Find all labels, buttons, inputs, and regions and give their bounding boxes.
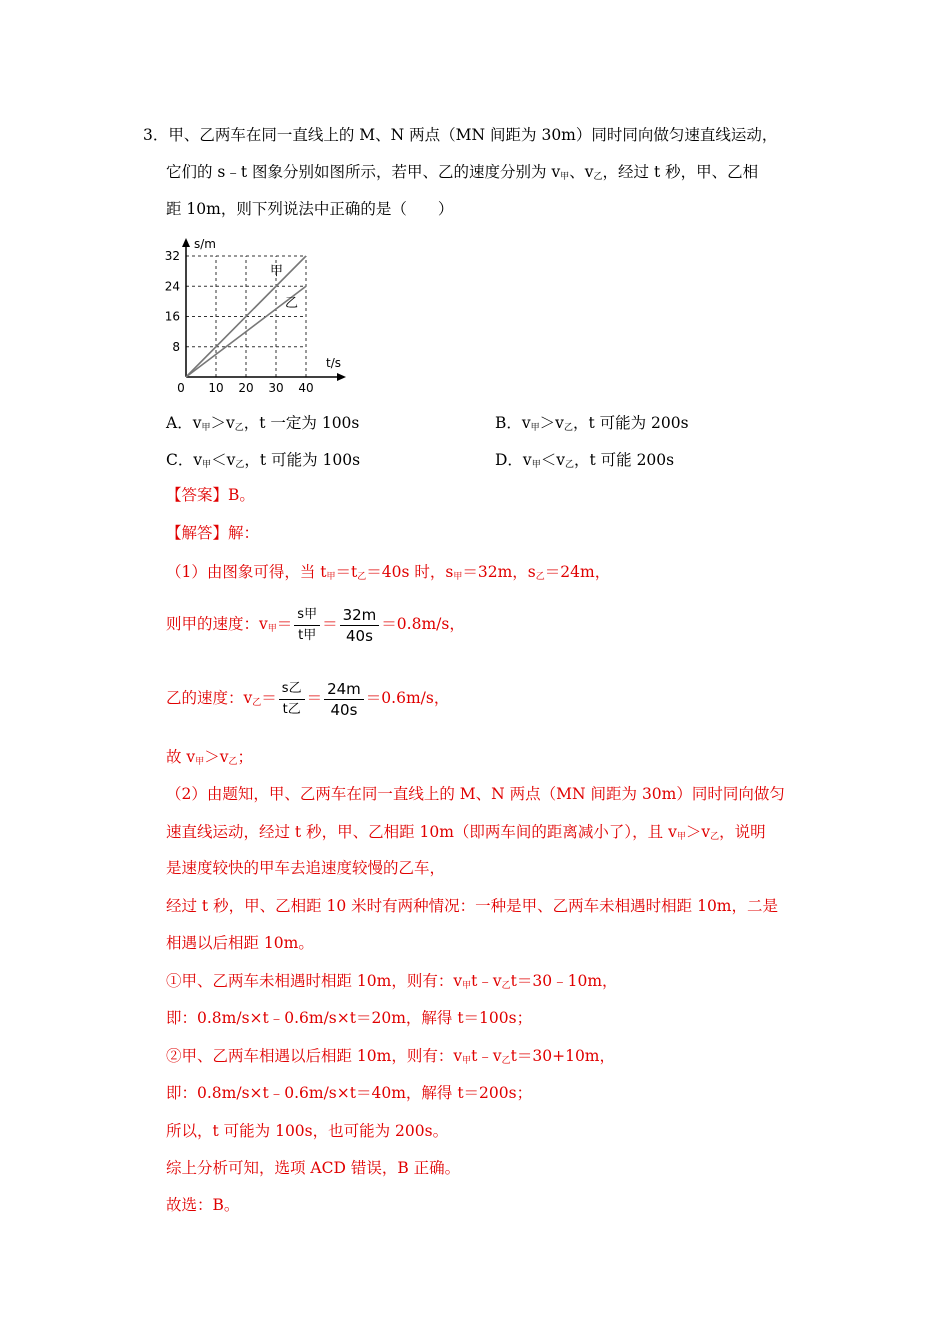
p1-a: （1）由图象可得，当 t xyxy=(166,563,327,581)
option-d xyxy=(495,448,674,470)
subscript-yi: 乙 xyxy=(235,460,245,470)
fraction-numerator: s乙 xyxy=(279,679,305,700)
c1-c: t＝30﹣10m， xyxy=(510,972,618,990)
option-d-mid: ＜v xyxy=(540,451,565,469)
subscript-yi: 乙 xyxy=(564,460,574,470)
x-tick-label: 30 xyxy=(268,381,284,395)
c1-b: t﹣v xyxy=(471,972,502,990)
solution-final: 故选：B。 xyxy=(166,1196,240,1214)
gu-b: ＞v xyxy=(204,748,229,766)
subscript-yi: 乙 xyxy=(252,698,262,708)
subscript-yi: 乙 xyxy=(357,572,367,582)
option-d-rest: ，t 可能 200s xyxy=(573,451,675,469)
question-line-2 xyxy=(166,161,758,188)
y-tick-label: 24 xyxy=(164,279,180,294)
eq-sign: ＝ xyxy=(322,615,338,633)
option-c xyxy=(166,448,360,470)
option-b xyxy=(495,411,689,433)
fraction-s-over-t-jia xyxy=(294,605,320,646)
solution-case-2 xyxy=(166,1045,615,1072)
p1-c: ＝40s 时，s xyxy=(366,563,454,581)
c1-a: ①甲、乙两车未相遇时相距 10m，则有：v xyxy=(166,972,463,990)
solution-p2-line5: 相遇以后相距 10m。 xyxy=(166,934,314,952)
question-text-2b: ，经过 t 秒，甲、乙相 xyxy=(602,163,759,181)
p1-e: ＝24m， xyxy=(544,563,611,581)
fraction-32m-over-40s xyxy=(340,605,380,646)
question-line-1 xyxy=(143,124,777,146)
x-axis-arrow xyxy=(337,373,346,381)
question-line-3: 距 10m，则下列说法中正确的是（ ） xyxy=(166,200,454,218)
x-tick-label: 20 xyxy=(238,381,254,395)
y-tick-label: 8 xyxy=(172,339,180,354)
option-a xyxy=(166,411,359,433)
subscript-jia: 甲 xyxy=(530,423,540,433)
option-c-mid: ＜v xyxy=(211,451,236,469)
eq-sign: ＝ xyxy=(306,689,323,707)
st-graph xyxy=(163,228,353,398)
y-axis-label: s/m xyxy=(194,237,216,251)
solution-case-1-solve: 即：0.8m/s×t﹣0.6m/s×t＝20m，解得 t＝100s； xyxy=(166,1009,533,1027)
y-axis-arrow xyxy=(182,238,190,247)
option-a-rest: ，t 一定为 100s xyxy=(243,414,360,432)
solution-so: 所以，t 可能为 100s，也可能为 200s。 xyxy=(166,1122,449,1140)
option-c-rest: ，t 可能为 100s xyxy=(244,451,361,469)
solution-p2-line3: 是速度较快的甲车去追速度较慢的乙车， xyxy=(166,859,446,877)
solution-case-2-solve: 即：0.8m/s×t﹣0.6m/s×t＝40m，解得 t＝200s； xyxy=(166,1084,533,1102)
subscript-jia: 甲 xyxy=(453,572,463,582)
subscript-jia: 甲 xyxy=(676,832,686,842)
fraction-numerator: 32m xyxy=(340,605,380,626)
fraction-denominator: t甲 xyxy=(298,627,317,643)
fraction-denominator: 40s xyxy=(345,626,373,645)
fraction-numerator: 24m xyxy=(324,679,364,700)
formula-v-yi-prefix: 乙的速度：v xyxy=(166,689,253,707)
x-tick-label: 10 xyxy=(208,381,224,395)
x-axis-label: t/s xyxy=(326,356,341,370)
eq-sign: ＝ xyxy=(261,689,277,707)
subscript-jia: 甲 xyxy=(195,757,205,767)
subscript-yi: 乙 xyxy=(535,572,545,582)
solution-p2-line1: （2）由题知，甲、乙两车在同一直线上的 M、N 两点（MN 间距为 30m）同时同向做匀 xyxy=(166,785,785,803)
option-a-prefix: A．v xyxy=(166,414,202,432)
option-b-rest: ，t 可能为 200s xyxy=(572,414,689,432)
formula-v-jia-prefix: 则甲的速度：v xyxy=(166,615,268,633)
x-tick-label: 40 xyxy=(298,381,314,395)
subscript-jia: 甲 xyxy=(326,572,336,582)
p2-l2a: 速直线运动，经过 t 秒，甲、乙相距 10m（即两车间的距离减小了），且 v xyxy=(166,823,677,841)
gu-a: 故 v xyxy=(166,748,196,766)
question-text-2a: 它们的 s﹣t 图象分别如图所示，若甲、乙的速度分别为 v xyxy=(166,163,561,181)
x-tick-label: 0 xyxy=(177,381,185,395)
eq-sign: ＝ xyxy=(276,615,293,633)
subscript-yi: 乙 xyxy=(234,423,244,433)
option-a-mid: ＞v xyxy=(210,414,235,432)
subscript-jia: 甲 xyxy=(202,460,212,470)
subscript-jia: 甲 xyxy=(201,423,211,433)
option-b-prefix: B．v xyxy=(495,414,531,432)
solution-heading xyxy=(166,522,259,544)
question-sep: 、v xyxy=(569,163,594,181)
subscript-yi: 乙 xyxy=(710,832,720,842)
option-c-prefix: C．v xyxy=(166,451,203,469)
subscript-yi: 乙 xyxy=(563,423,573,433)
p2-l2b: ＞v xyxy=(685,823,711,841)
y-tick-label: 16 xyxy=(164,309,180,324)
question-number: 3． xyxy=(143,126,169,144)
subscript-jia: 甲 xyxy=(267,624,277,634)
subscript-yi: 乙 xyxy=(593,172,603,182)
fraction-numerator: s甲 xyxy=(294,605,320,626)
solution-p1 xyxy=(166,561,610,588)
series-label-jia: 甲 xyxy=(270,264,284,280)
c2-a: ②甲、乙两车相遇以后相距 10m，则有：v xyxy=(166,1047,463,1065)
subscript-yi: 乙 xyxy=(501,1056,511,1066)
fraction-denominator: 40s xyxy=(330,700,358,719)
solution-summary: 综上分析可知，选项 ACD 错误，B 正确。 xyxy=(166,1159,461,1177)
p2-l2c: ，说明 xyxy=(719,823,766,841)
subscript-yi: 乙 xyxy=(228,757,238,767)
formula-v-yi-result: ＝0.6m/s， xyxy=(365,689,450,707)
gu-c: ； xyxy=(237,748,253,766)
option-d-prefix: D．v xyxy=(495,451,532,469)
solution-label: 【解答】 xyxy=(166,524,229,542)
subscript-jia: 甲 xyxy=(560,172,570,182)
solution-intro: 解： xyxy=(228,524,260,542)
solution-p2-line2 xyxy=(166,821,766,848)
answer-line xyxy=(166,484,255,506)
subscript-jia: 甲 xyxy=(462,981,472,991)
solution-p2-line4: 经过 t 秒，甲、乙相距 10 米时有两种情况：一种是甲、乙两车未相遇时相距 10m，二是 xyxy=(166,897,779,915)
y-tick-label: 32 xyxy=(164,249,180,263)
question-text-1: 甲、乙两车在同一直线上的 M、N 两点（MN 间距为 30m）同时同向做匀速直线运动， xyxy=(168,126,778,144)
answer-value: B。 xyxy=(228,486,255,504)
subscript-jia: 甲 xyxy=(462,1056,472,1066)
solution-case-1 xyxy=(166,970,618,997)
c2-c: t＝30+10m， xyxy=(510,1047,616,1065)
p1-b: ＝t xyxy=(335,563,358,581)
fraction-denominator: t乙 xyxy=(282,701,301,717)
formula-v-yi xyxy=(166,676,449,725)
answer-label: 【答案】 xyxy=(166,486,229,504)
fraction-24m-over-40s xyxy=(324,679,364,720)
solution-gu xyxy=(166,746,253,773)
series-label-yi: 乙 xyxy=(285,296,299,312)
option-b-mid: ＞v xyxy=(539,414,564,432)
p1-d: ＝32m，s xyxy=(462,563,536,581)
c2-b: t﹣v xyxy=(471,1047,502,1065)
subscript-jia: 甲 xyxy=(531,460,541,470)
fraction-s-over-t-yi xyxy=(279,679,305,720)
subscript-yi: 乙 xyxy=(501,981,511,991)
formula-v-jia-result: ＝0.8m/s， xyxy=(381,615,465,633)
formula-v-jia xyxy=(166,602,465,651)
